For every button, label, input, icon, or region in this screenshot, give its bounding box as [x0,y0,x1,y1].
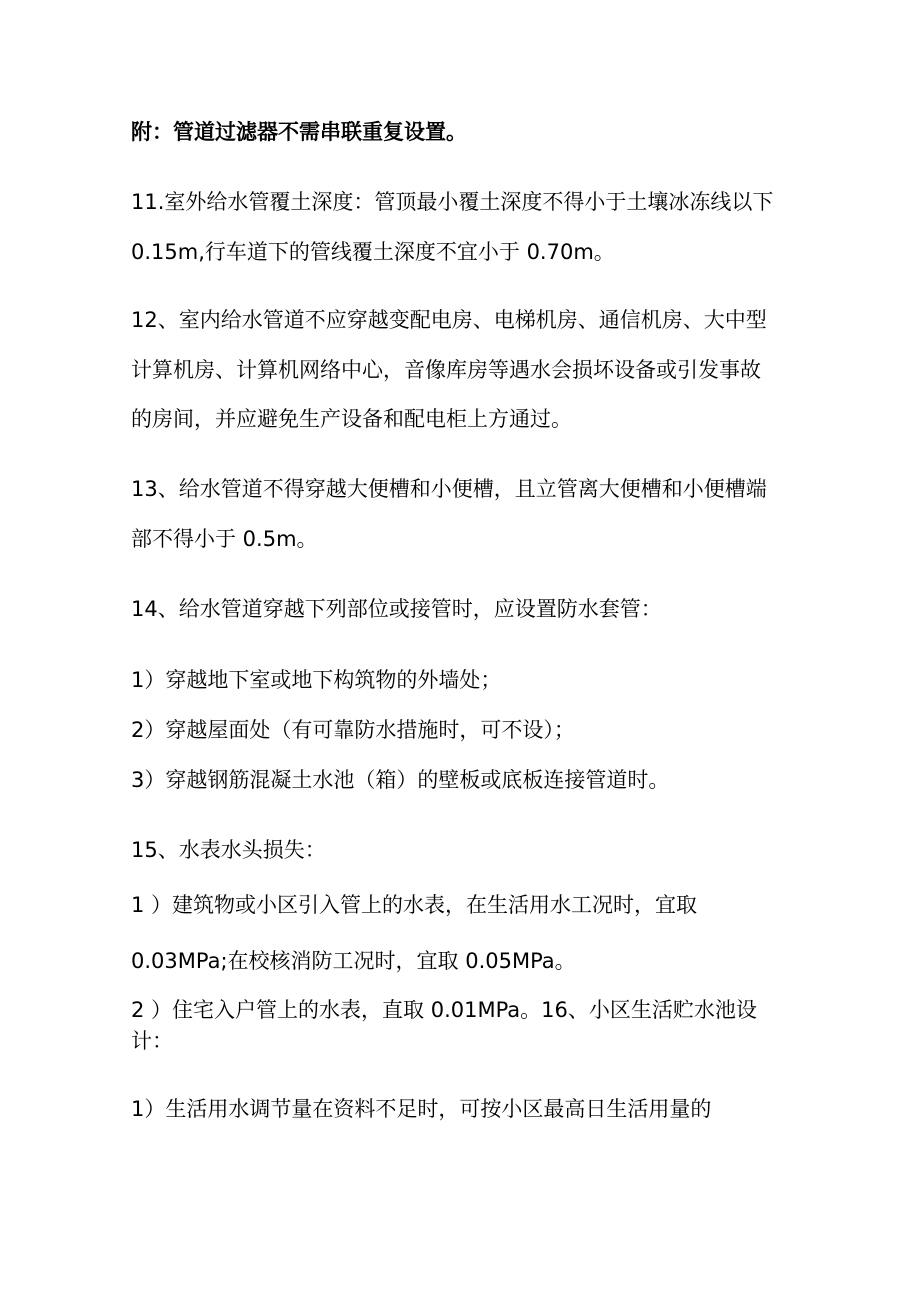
list-item: 1）穿越地下室或地下构筑物的外墙处； [131,668,502,692]
paragraph-line: 计算机房、计算机网络中心，音像库房等遇水会损坏设备或引发事故 [131,358,761,382]
paragraph-line: 15、水表水头损失： [131,838,326,862]
paragraph-line: 的房间，并应避免生产设备和配电柜上方通过。 [131,407,572,431]
paragraph-line: 0.15m,行车道下的管线覆土深度不宜小于 0.70m。 [131,240,615,264]
paragraph-line: 13、给水管道不得穿越大便槽和小便槽，且立管离大便槽和小便槽端 [131,477,767,501]
list-item: 1）生活用水调节量在资料不足时，可按小区最高日生活用量的 [131,1097,712,1121]
list-item: 1 ）建筑物或小区引入管上的水表，在生活用水工况时，宜取 [131,893,698,917]
note-heading: 附：管道过滤器不需串联重复设置。 [131,120,467,144]
paragraph-line: 计： [131,1029,173,1053]
list-item: 2）穿越屋面处（有可靠防水措施时，可不设）； [131,718,575,742]
list-item: 3）穿越钢筋混凝土水池（箱）的壁板或底板连接管道时。 [131,768,670,792]
paragraph-line: 11.室外给水管覆土深度：管顶最小覆土深度不得小于土壤冰冻线以下 [131,190,774,214]
paragraph-line: 14、给水管道穿越下列部位或接管时，应设置防水套管： [131,597,662,621]
list-item: 2 ）住宅入户管上的水表，直取 0.01MPa。16、小区生活贮水池设 [131,998,757,1022]
paragraph-line: 0.03MPa;在校核消防工况时，宜取 0.05MPa。 [131,949,576,973]
paragraph-line: 部不得小于 0.5m。 [131,527,318,551]
paragraph-line: 12、室内给水管道不应穿越变配电房、电梯机房、通信机房、大中型 [131,308,767,332]
